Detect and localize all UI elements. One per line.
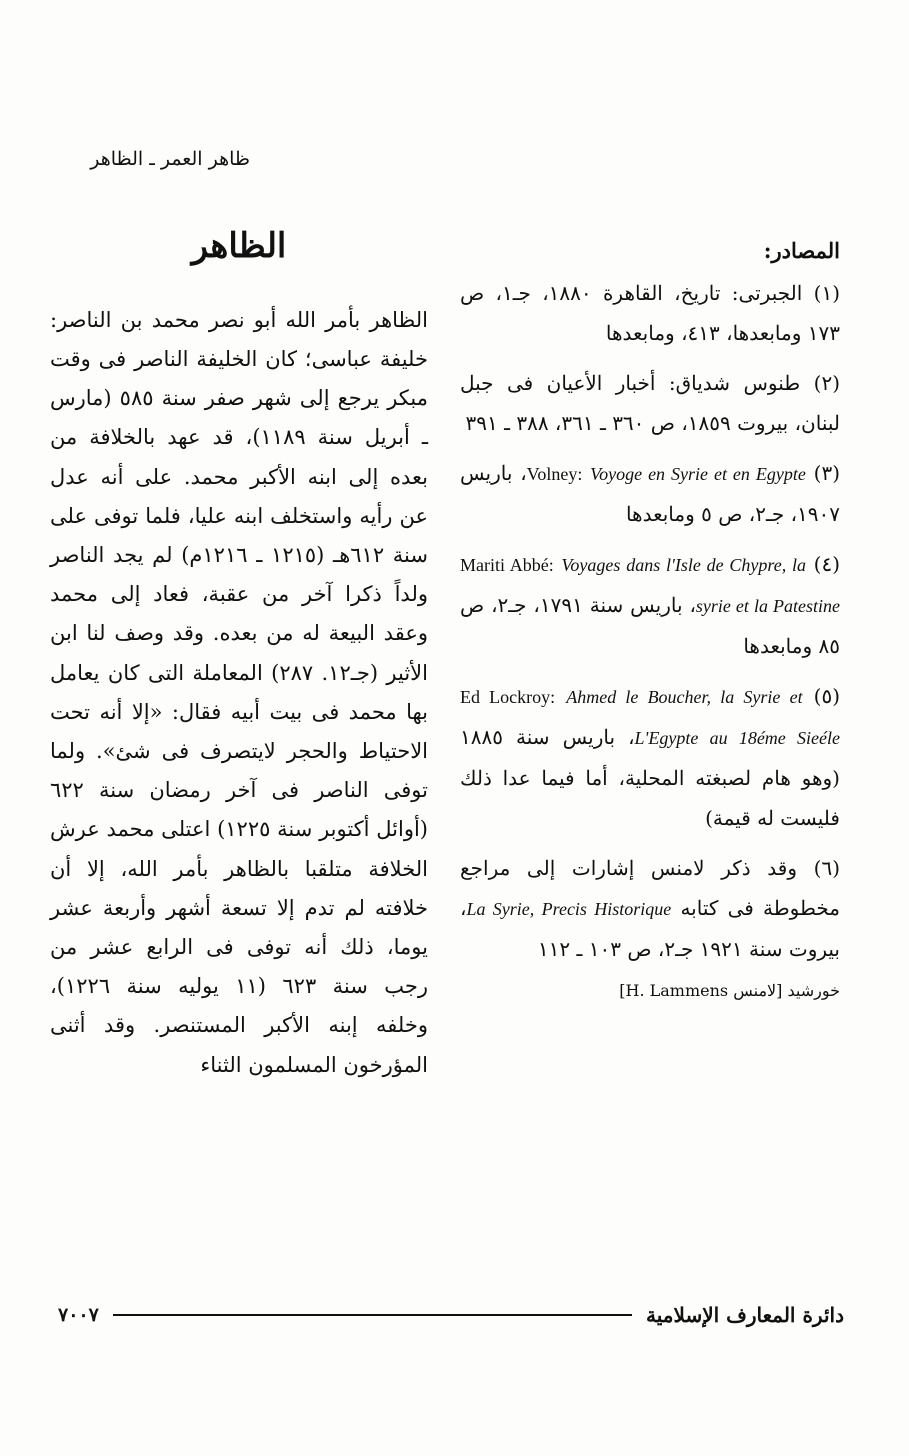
- source-title: Voyoge en Syrie et en Egypte: [590, 464, 806, 484]
- sources-column: [460, 238, 840, 1000]
- source-item: [460, 363, 840, 443]
- source-author: Volney:: [526, 464, 583, 484]
- source-number: (٥): [813, 684, 841, 708]
- source-item: [460, 544, 840, 666]
- source-number: (٤): [813, 552, 840, 576]
- page-number: ٧٠٠٧: [58, 1304, 99, 1326]
- page-footer: [58, 1300, 844, 1330]
- source-item: [460, 848, 840, 969]
- source-details: ، باريس سنة ١٧٩١، جـ٢، ص ٨٥ ومابعدها: [460, 593, 840, 658]
- source-number: (١): [813, 281, 840, 305]
- source-number: (٦): [813, 856, 841, 880]
- source-title: Voyages dans l'Isle de Chypre, la syrie et la Patestine: [561, 555, 840, 616]
- source-list: [460, 273, 840, 969]
- source-details: ، باريس سنة ١٨٨٥ (وهو هام لصبغته المحلية، أما فيما عدا ذلك فليست له قيمة): [460, 725, 840, 830]
- sources-heading: المصادر:: [763, 238, 840, 263]
- source-item: [460, 273, 840, 353]
- article-title: الظاهر: [191, 226, 287, 266]
- source-title: La Syrie, Precis Historique: [466, 899, 672, 919]
- source-text: طنوس شدياق: أخبار الأعيان فى جبل لبنان، بيروت ١٨٥٩، ص ٣٦٠ ـ ٣٦١، ٣٨٨ ـ ٣٩١: [460, 371, 840, 435]
- source-item: [460, 676, 840, 838]
- source-author: Ed Lockroy:: [460, 687, 556, 707]
- source-details: ، بيروت سنة ١٩٢١ جـ٢، ص ١٠٣ ـ ١١٢: [460, 896, 840, 961]
- journal-name: دائرة المعارف الإسلامية: [646, 1303, 844, 1327]
- source-text: الجبرتى: تاريخ، القاهرة ١٨٨٠، جـ١، ص ١٧٣ ومابعدها، ٤١٣، ومابعدها: [460, 281, 840, 345]
- source-number: (٣): [813, 461, 840, 485]
- footer-rule: [113, 1314, 632, 1316]
- source-item: [460, 453, 840, 534]
- source-title: Ahmed le Boucher, la Syrie et L'Egypte au 18éme Sieéle: [566, 687, 840, 748]
- running-header: ظاهر العمر ـ الظاهر: [90, 148, 250, 170]
- source-details: ، باريس ١٩٠٧، جـ٢، ص ٥ ومابعدها: [460, 461, 840, 526]
- article-body: الظاهر بأمر الله أبو نصر محمد بن الناصر: خليفة عباسى؛ كان الخليفة الناصر فى وقت مبكر يرجع إلى شهر صفر سنة ٥٨٥ (مارس ـ أبريل سنة ١١٨٩)، قد عهد بالخلافة من بعده إلى ابنه الأكبر محمد. على أنه عدل عن رأيه واستخلف ابنه عليا، فلما توفى على سنة ٦١٢هـ (١٢١٥ ـ ١٢١٦م) لم يجد الناصر ولداً ذكرا آخر من عقبة، فعاد إلى محمد وعقد البيعة له من بعده. وقد وصف لنا ابن الأثير (جـ١٢. ٢٨٧) المعاملة التى كان يعامل بها محمد فى بيت أبيه فقال: «إلا أنه تحت الاحتياط والحجر لايتصرف فى شئ». ولما توفى الناصر فى آخر رمضان سنة ٦٢٢ (أوائل أكتوبر سنة ١٢٢٥) اعتلى محمد عرش الخلافة متلقبا بالظاهر بأمر الله، إلا أن خلافته لم تدم إلا تسعة أشهر وأربعة عشر يوما، ذلك أنه توفى فى الرابع عشر من رجب سنة ٦٢٣ (١١ يوليه سنة ١٢٢٦)، وخلفه إبنه الأكبر المستنصر. وقد أثنى المؤرخون المسلمون الثناء: [50, 307, 428, 1077]
- source-text: وقد ذكر لامنس إشارات إلى مراجع مخطوطة فى كتابه: [460, 856, 840, 920]
- source-author: Mariti Abbé:: [460, 555, 554, 575]
- article-column: [50, 226, 428, 1085]
- author-credit: خورشيد [لامنس H. Lammens]: [619, 981, 840, 1000]
- source-number: (٢): [813, 371, 841, 395]
